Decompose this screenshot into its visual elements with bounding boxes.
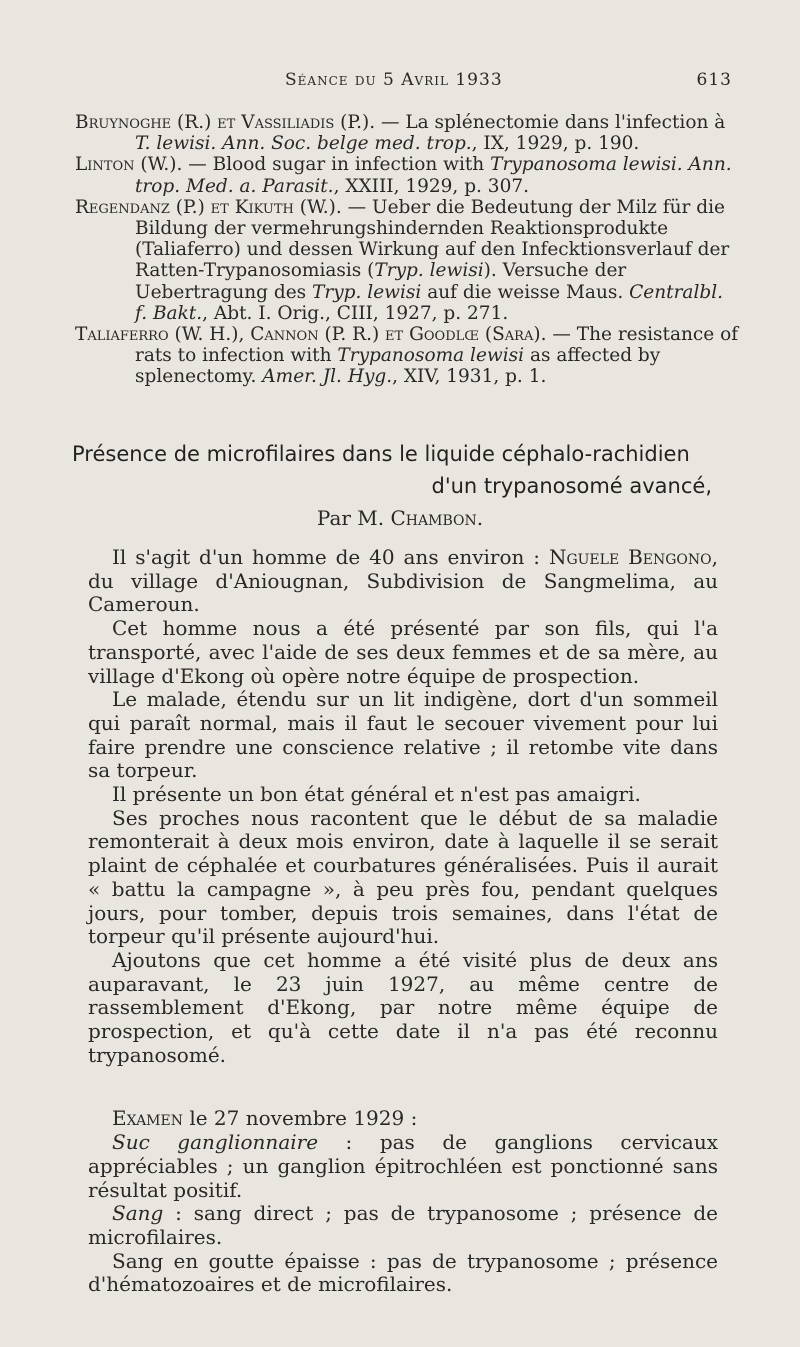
article-author: Par M. Chambon.	[316, 506, 484, 530]
reference-authors: Linton (W.).	[75, 154, 183, 176]
reference-item: Regendanz (P.) et Kikuth (W.). — Ueber die Bedeutung der Milz für die Bildung der vermehrungshindernden Reaktionsprodukte (Taliaferro) und dessen Wirkung auf den Infecktionsverlauf der Ratten-Trypanosomiasis (Tryp. lewisi). Versuche der Uebertragung des Tryp. lewisi auf die weisse Maus. Centralbl. f. Bakt., Abt. I. Orig., CIII, 1927, p. 271.	[75, 196, 730, 324]
reference-authors: Bruynoghe (R.) et Vassiliadis (P.).	[75, 112, 376, 133]
article-title-line-1: Présence de microfilaires dans le liquide céphalo-rachidien	[72, 442, 690, 466]
article-title	[72, 438, 712, 502]
paragraph: Suc ganglionnaire : pas de ganglions cervicaux appréciables ; un ganglion épitrochléen est ponctionné sans résultat positif.	[88, 1130, 718, 1202]
exam-heading: Examen le 27 novembre 1929 :	[112, 1106, 418, 1131]
reference-item: Taliaferro (W. H.), Cannon (P. R.) et Goodlœ (Sara). — The resistance of rats to infection with Trypanosoma lewisi as affected by splenectomy. Amer. Jl. Hyg., XIV, 1931, p. 1.	[75, 324, 739, 388]
section-gap	[88, 1067, 718, 1107]
reference-authors: Taliaferro (W. H.), Cannon (P. R.) et Goodlœ (Sara).	[75, 324, 547, 346]
paragraph: Le malade, étendu sur un lit indigène, dort d'un sommeil qui paraît normal, mais il faut le secouer vivement pour lui faire prendre une conscience relative ; il retombe vite dans sa torpeur.	[88, 687, 718, 783]
paragraph: Cet homme nous a été présenté par son fils, qui l'a transporté, avec l'aide de ses deux femmes et de sa mère, au village d'Ekong où opère notre équipe de prospection.	[88, 616, 718, 688]
article-body	[88, 546, 718, 1297]
paragraph: Sang : sang direct ; pas de trypanosome ; présence de microfilaires.	[88, 1201, 718, 1249]
page-number: 613	[696, 70, 732, 90]
author-name: Chambon.	[390, 506, 484, 530]
paragraph: Il s'agit d'un homme de 40 ans environ : Nguele Bengono, du village d'Aniougnan, Subdivision de Sangmelima, au Cameroun.	[88, 545, 718, 617]
reference-list	[75, 112, 739, 388]
paragraph: Sang en goutte épaisse : pas de trypanosome ; présence d'hématozoaires et de microfilaires.	[88, 1248, 718, 1297]
paragraph: Ajoutons que cet homme a été visité plus de deux ans auparavant, le 23 juin 1927, au même centre de rassemblement d'Ekong, par notre même équipe de prospection, et qu'à cette date il n'a pas été reconnu trypanosomé.	[88, 947, 718, 1067]
reference-item: Linton (W.). — Blood sugar in infection with Trypanosoma lewisi. Ann. trop. Med. a. Parasit., XXIII, 1929, p. 307.	[75, 154, 732, 197]
reference-authors: Regendanz (P.) et Kikuth (W.).	[75, 196, 342, 218]
article-title-line-2: d'un trypanosomé avancé,	[431, 474, 712, 498]
header-title: Séance du 5 Avril 1933	[285, 70, 503, 90]
paragraph: Il présente un bon état général et n'est pas amaigri.	[112, 782, 641, 807]
paragraph: Ses proches nous racontent que le début de sa maladie remonterait à deux mois environ, date à laquelle il se serait plaint de céphalée et courbatures généralisées. Puis il aurait « battu la campagne », à peu près fou, pendant quelques jours, pour tomber, depuis trois semaines, dans l'état de torpeur qu'il présente aujourd'hui.	[88, 805, 718, 949]
reference-item: Bruynoghe (R.) et Vassiliadis (P.). — La splénectomie dans l'infection à T. lewisi. Ann. Soc. belge med. trop., IX, 1929, p. 190.	[75, 112, 726, 155]
patient-name: Nguele Bengono	[548, 545, 712, 569]
